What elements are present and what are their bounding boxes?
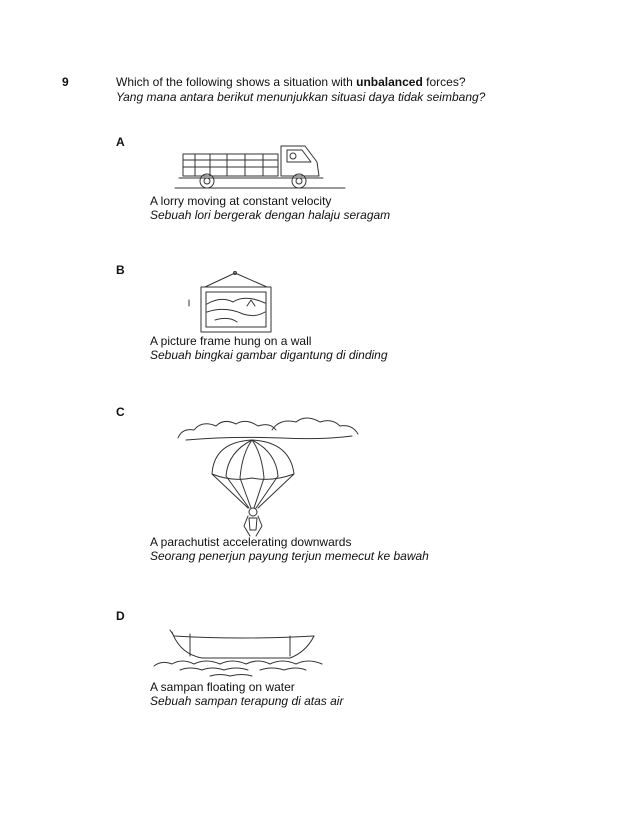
option-b-caption: [150, 334, 570, 362]
option-b-caption-ms: Sebuah bingkai gambar digantung di dinding: [150, 348, 388, 362]
question-prompt-ms: Yang mana antara berikut menunjukkan situasi daya tidak seimbang?: [116, 90, 486, 104]
option-b-letter[interactable]: B: [116, 263, 125, 277]
option-a-caption: [150, 194, 570, 222]
option-d-letter[interactable]: D: [116, 609, 125, 623]
lorry-icon: [175, 140, 345, 192]
option-c-caption: [150, 535, 570, 563]
prompt-after: forces?: [422, 75, 466, 89]
question-number: 9: [62, 75, 69, 89]
parachute-icon: [172, 412, 362, 540]
picture-frame-icon: [185, 270, 285, 336]
option-d-caption-ms: Sebuah sampan terapung di atas air: [150, 694, 344, 708]
prompt-emphasis: unbalanced: [356, 75, 423, 89]
option-a-letter[interactable]: A: [116, 135, 125, 149]
option-b-caption-en: A picture frame hung on a wall: [150, 334, 312, 348]
option-c-caption-ms: Seorang penerjun payung terjun memecut ke bawah: [150, 549, 429, 563]
option-d-caption-en: A sampan floating on water: [150, 680, 295, 694]
option-a-caption-en: A lorry moving at constant velocity: [150, 194, 332, 208]
option-c-caption-en: A parachutist accelerating downwards: [150, 535, 352, 549]
option-d-caption: [150, 680, 570, 708]
option-c-letter[interactable]: C: [116, 405, 125, 419]
sampan-icon: [150, 618, 330, 678]
question-text: [116, 75, 586, 105]
prompt-before: Which of the following shows a situation with: [116, 75, 357, 89]
question-prompt-en: [116, 75, 586, 90]
option-a-caption-ms: Sebuah lori bergerak dengan halaju seragam: [150, 208, 391, 222]
